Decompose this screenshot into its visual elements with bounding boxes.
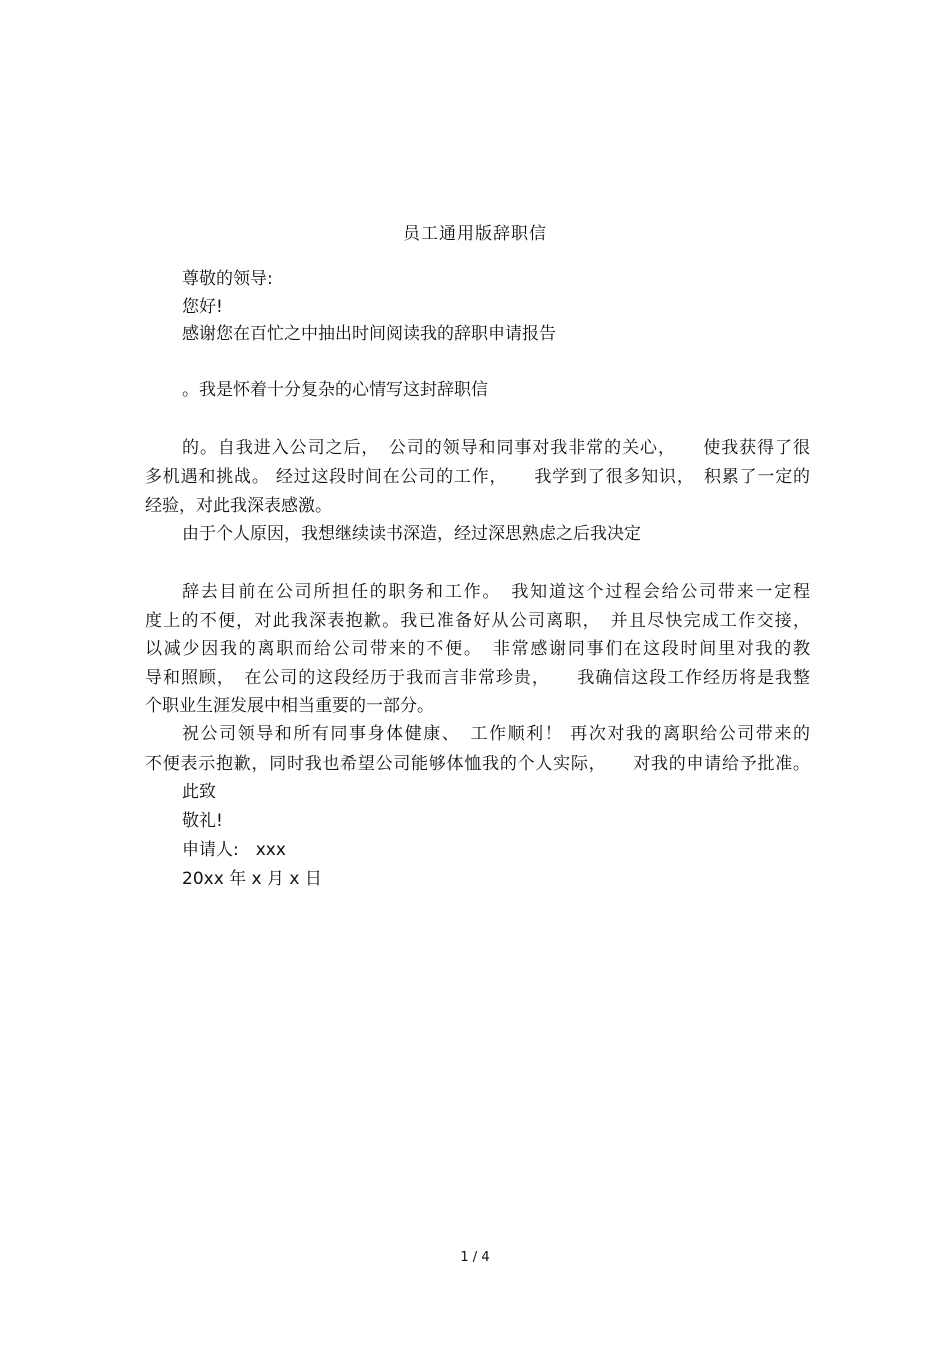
closing-regards: 敬礼! bbox=[182, 811, 223, 831]
paragraph-line: 不便表示抱歉，同时我也希望公司能够体恤我的个人实际， 对我的申请给予批准。 bbox=[145, 754, 810, 774]
paragraph-line: 多机遇和挑战。 经过这段时间在公司的工作， 我学到了很多知识， 积累了一定的 bbox=[145, 467, 810, 487]
closing-line: 此致 bbox=[182, 782, 216, 802]
applicant-line: 申请人: xxx bbox=[182, 840, 286, 860]
paragraph-line: 。我是怀着十分复杂的心情写这封辞职信 bbox=[182, 380, 488, 400]
paragraph-line: 祝公司领导和所有同事身体健康、 工作顺利！ 再次对我的离职给公司带来的 bbox=[182, 724, 810, 744]
paragraph-line: 导和照顾， 在公司的这段经历于我而言非常珍贵， 我确信这段工作经历将是我整 bbox=[145, 668, 810, 688]
paragraph-line: 辞去目前在公司所担任的职务和工作。 我知道这个过程会给公司带来一定程 bbox=[182, 582, 810, 602]
salutation: 尊敬的领导: bbox=[182, 269, 273, 289]
paragraph-line: 个职业生涯发展中相当重要的一部分。 bbox=[145, 696, 434, 716]
paragraph-line: 由于个人原因，我想继续读书深造，经过深思熟虑之后我决定 bbox=[182, 524, 641, 544]
page-number: 1 / 4 bbox=[460, 1250, 490, 1265]
paragraph-line: 经验，对此我深表感激。 bbox=[145, 496, 332, 516]
greeting: 您好! bbox=[182, 297, 223, 317]
paragraph-line: 的。自我进入公司之后， 公司的领导和同事对我非常的关心， 使我获得了很 bbox=[182, 438, 810, 458]
document-title: 员工通用版辞职信 bbox=[403, 224, 547, 244]
paragraph-line: 感谢您在百忙之中抽出时间阅读我的辞职申请报告 bbox=[182, 324, 556, 344]
paragraph-line: 以减少因我的离职而给公司带来的不便。 非常感谢同事们在这段时间里对我的教 bbox=[145, 639, 810, 659]
date-line: 20xx 年 x 月 x 日 bbox=[182, 869, 322, 889]
paragraph-line: 度上的不便，对此我深表抱歉。我已准备好从公司离职， 并且尽快完成工作交接， bbox=[145, 611, 810, 631]
